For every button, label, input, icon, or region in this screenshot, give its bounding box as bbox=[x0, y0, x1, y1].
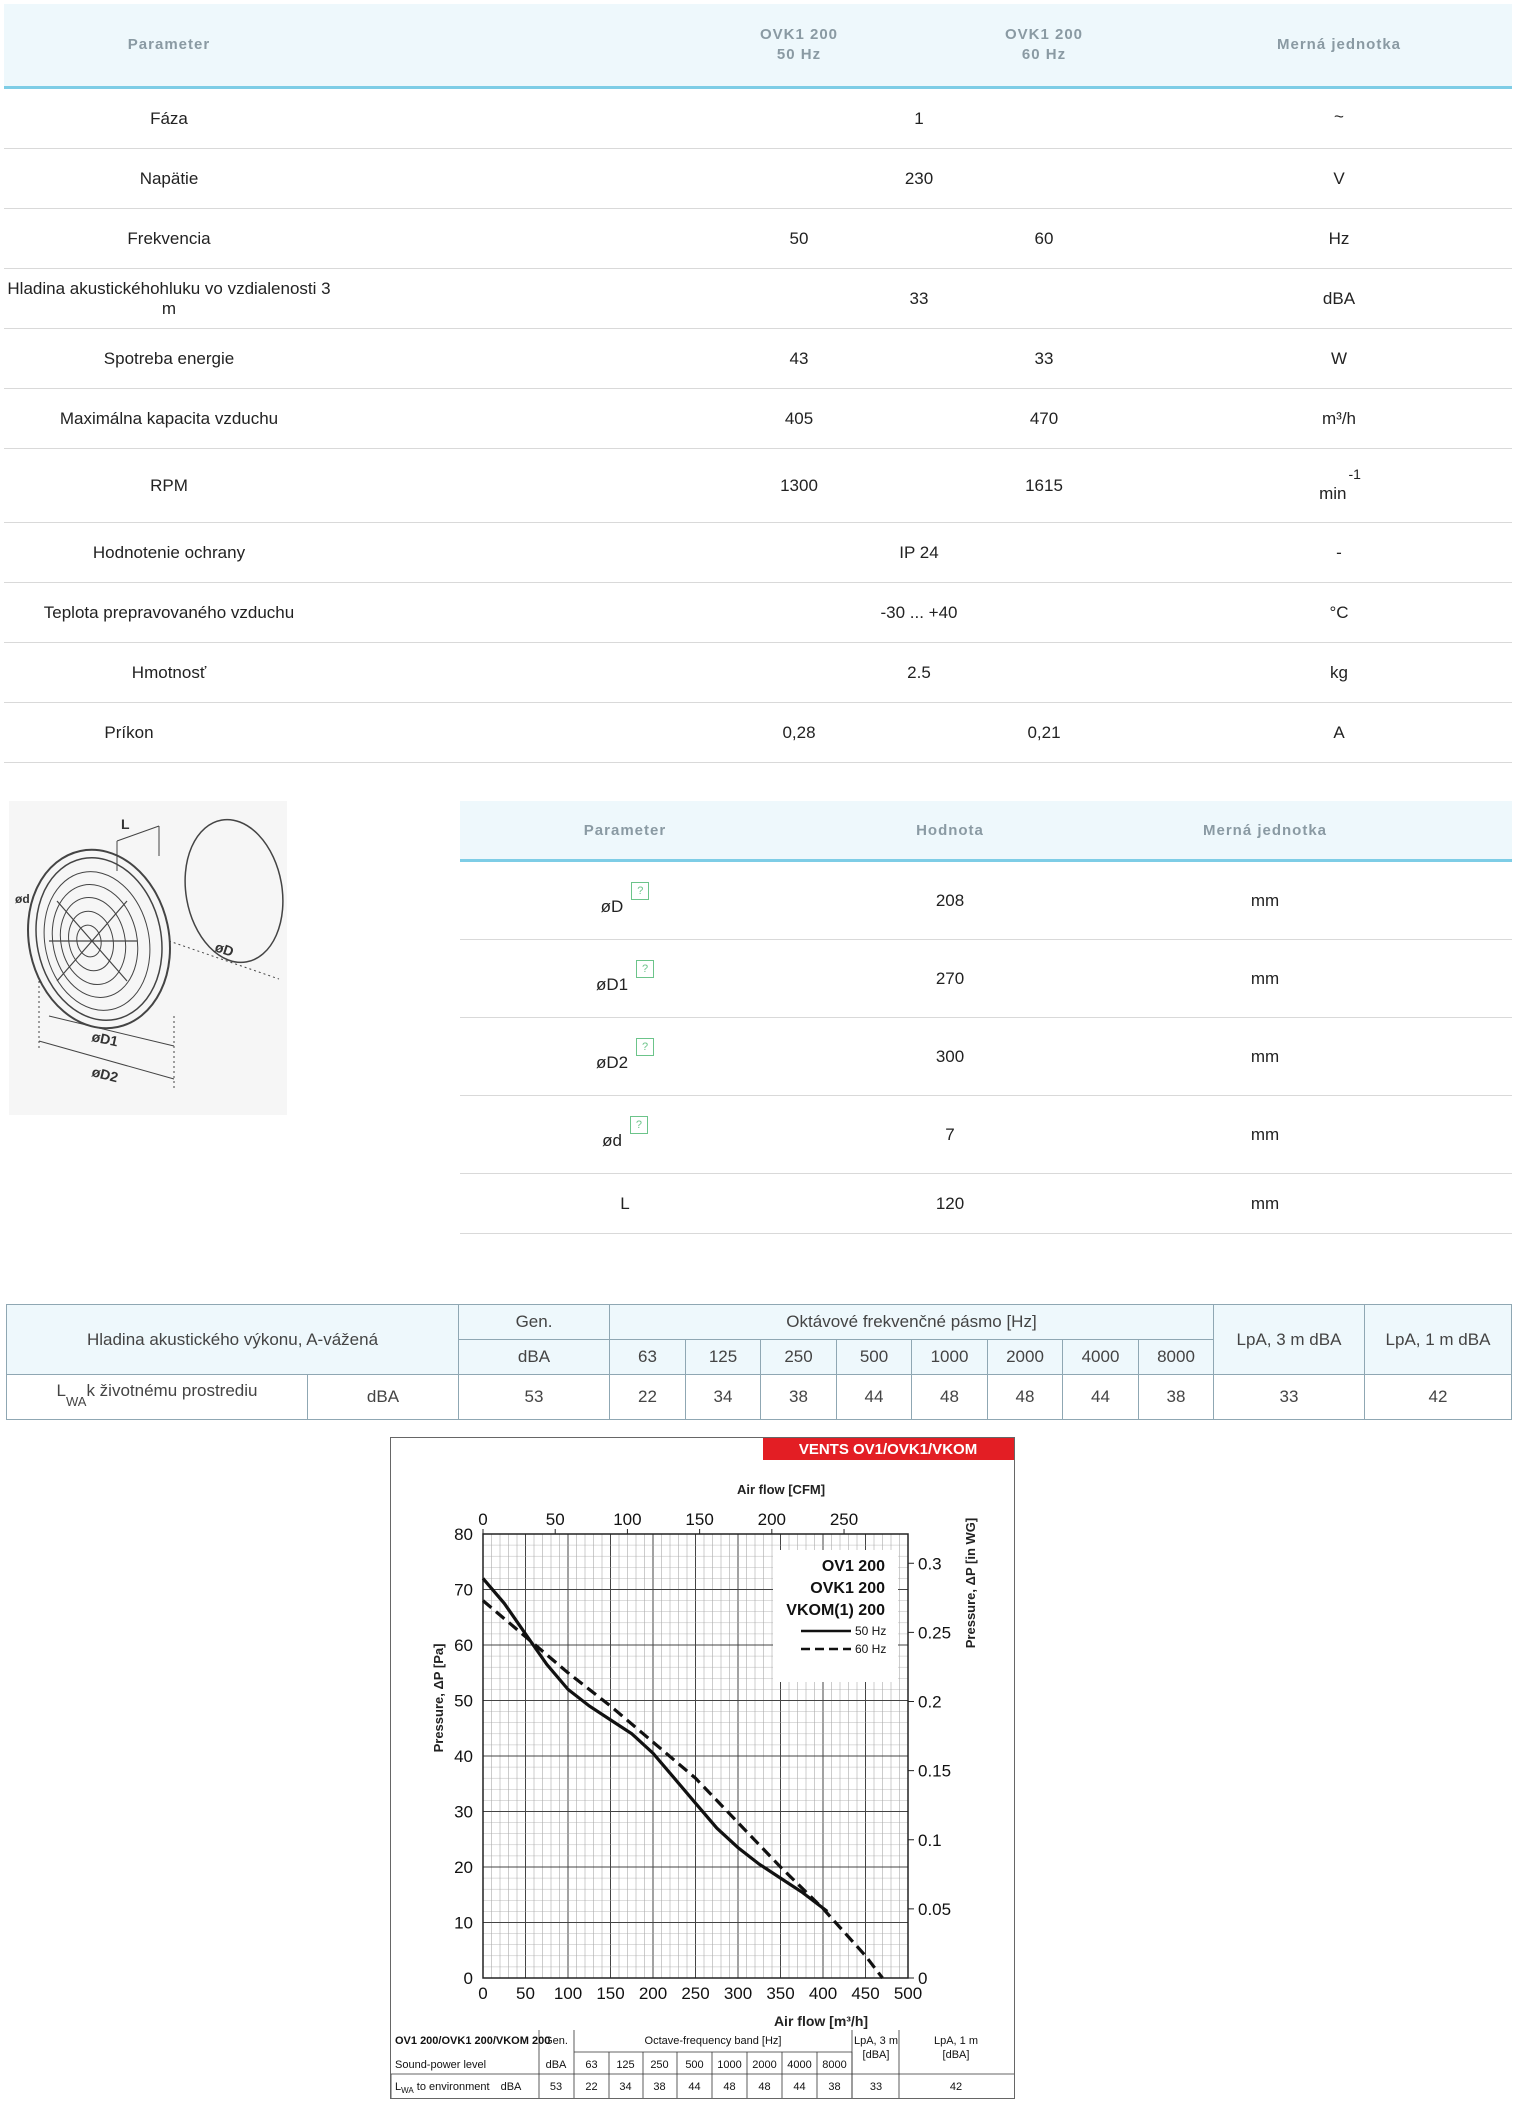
footer-lpa1-a: LpA, 1 m bbox=[933, 2035, 979, 2047]
x-axis-label: Air flow [m³/h] bbox=[773, 2013, 869, 2029]
y2-tick-label: 0 bbox=[918, 1969, 928, 1988]
param-value-50hz: 43 bbox=[789, 348, 809, 368]
dim-label-D1: øD1 bbox=[90, 1028, 120, 1050]
y2-tick-label: 0.1 bbox=[918, 1830, 942, 1850]
band-value: 44 bbox=[1063, 1375, 1139, 1419]
band-value: 48 bbox=[912, 1375, 988, 1419]
lpa1-value: 42 bbox=[1428, 1387, 1448, 1406]
table-row bbox=[4, 149, 1512, 209]
footer-row1-unit: dBA bbox=[545, 2059, 567, 2071]
param-label: Spotreba energie bbox=[103, 348, 235, 368]
band-value: 34 bbox=[686, 1375, 761, 1419]
footer-lpa3-a: LpA, 3 m bbox=[853, 2035, 899, 2047]
dim-unit: mm bbox=[1250, 1046, 1280, 1066]
table-row bbox=[4, 209, 1512, 269]
footer-band-value: 48 bbox=[723, 2081, 736, 2093]
chart-footer-table bbox=[391, 2030, 1014, 2098]
param-label: Frekvencia bbox=[127, 228, 211, 248]
table-row bbox=[460, 1174, 1512, 1234]
gen-value: 53 bbox=[459, 1375, 610, 1419]
footer-band-value: 34 bbox=[619, 2081, 632, 2093]
band-4000: 4000 bbox=[1063, 1340, 1139, 1375]
param-value-60hz: 1615 bbox=[1025, 475, 1063, 495]
x2-tick-label: 50 bbox=[545, 1510, 565, 1529]
sound-power-table bbox=[6, 1304, 1512, 1420]
footer-model: OV1 200/OVK1 200/VKOM 200 bbox=[395, 2035, 551, 2047]
footer-band-value: 38 bbox=[828, 2081, 841, 2093]
x-tick-label: 150 bbox=[596, 1984, 625, 2003]
table-row bbox=[4, 449, 1512, 523]
y-tick-label: 70 bbox=[454, 1580, 473, 1600]
dim-param-label: L bbox=[620, 1193, 630, 1213]
table-row bbox=[460, 862, 1512, 940]
band-8000: 8000 bbox=[1139, 1340, 1214, 1375]
param-label: Hodnotenie ochrany bbox=[92, 542, 246, 562]
footer-band: 125 bbox=[616, 2059, 635, 2071]
y-tick-label: 40 bbox=[454, 1747, 473, 1766]
table-row bbox=[4, 643, 1512, 703]
table-row bbox=[4, 269, 1512, 329]
band-header: Oktávové frekvenčné pásmo [Hz] bbox=[610, 1305, 1214, 1340]
table-row bbox=[4, 89, 1512, 149]
footer-lpa1-value: 42 bbox=[949, 2081, 963, 2093]
spec-table bbox=[4, 4, 1512, 763]
lwa-sub: WA bbox=[65, 1393, 87, 1409]
footer-band: 8000 bbox=[822, 2059, 847, 2071]
footer-lpa3-value: 33 bbox=[869, 2081, 883, 2093]
param-value: 33 bbox=[909, 288, 929, 308]
footer-band-value: 44 bbox=[793, 2081, 806, 2093]
dim-label-D: øD bbox=[213, 938, 236, 960]
param-unit: A bbox=[1333, 722, 1345, 742]
dim-unit: mm bbox=[1250, 968, 1280, 988]
footer-band: 1000 bbox=[717, 2059, 742, 2071]
header-unit: Merná jednotka bbox=[1202, 821, 1328, 839]
help-icon[interactable]: ? bbox=[636, 1038, 654, 1056]
dim-param-label: øD bbox=[600, 896, 624, 916]
param-unit: - bbox=[1336, 542, 1342, 562]
dim-value: 7 bbox=[945, 1124, 955, 1144]
dim-unit: mm bbox=[1250, 1193, 1280, 1213]
param-unit: kg bbox=[1330, 662, 1348, 682]
dim-value: 270 bbox=[935, 968, 965, 988]
band-125: 125 bbox=[686, 1340, 761, 1375]
y-tick-label: 30 bbox=[454, 1802, 473, 1822]
footer-band: 2000 bbox=[752, 2059, 777, 2071]
x-tick-label: 500 bbox=[893, 1984, 923, 2003]
band-value: 38 bbox=[1139, 1375, 1214, 1419]
header-60hz bbox=[919, 4, 1169, 86]
param-value: -30 ... +40 bbox=[880, 602, 958, 622]
table-row bbox=[4, 389, 1512, 449]
y2-tick-label: 0.2 bbox=[918, 1692, 942, 1712]
unit-sup: -1 bbox=[1348, 465, 1361, 482]
footer-row2-sub: WA bbox=[401, 2086, 414, 2095]
param-unit: m³/h bbox=[1322, 408, 1356, 428]
param-label: Napätie bbox=[139, 168, 199, 188]
table-row bbox=[460, 1018, 1512, 1096]
param-label: RPM bbox=[150, 475, 188, 495]
dim-label-D2: øD2 bbox=[90, 1063, 120, 1086]
gen-header: Gen. bbox=[459, 1305, 610, 1340]
band-value: 38 bbox=[761, 1375, 837, 1419]
param-value-50hz: 0,28 bbox=[782, 722, 816, 742]
band-63: 63 bbox=[610, 1340, 686, 1375]
param-label: Príkon bbox=[104, 722, 154, 742]
header-50hz bbox=[674, 4, 924, 86]
dimension-drawing bbox=[9, 801, 287, 1115]
lwa-label bbox=[7, 1375, 308, 1419]
param-value: 1 bbox=[914, 108, 924, 128]
x-tick-label: 100 bbox=[553, 1984, 583, 2003]
param-value-50hz: 1300 bbox=[780, 475, 818, 495]
table-row bbox=[4, 583, 1512, 643]
param-value-60hz: 470 bbox=[1029, 408, 1059, 428]
footer-band-value: 48 bbox=[758, 2081, 771, 2093]
footer-band: 250 bbox=[650, 2059, 669, 2071]
dim-param bbox=[540, 862, 710, 939]
y-axis-label: Pressure, ΔP [Pa] bbox=[431, 1643, 446, 1753]
footer-gen-value: 53 bbox=[549, 2081, 563, 2093]
x-tick-label: 200 bbox=[638, 1984, 668, 2003]
x2-tick-label: 100 bbox=[613, 1510, 642, 1529]
param-value: IP 24 bbox=[899, 542, 939, 562]
y2-tick-label: 0.3 bbox=[918, 1554, 942, 1574]
x-tick-label: 300 bbox=[723, 1984, 753, 2003]
dim-unit: mm bbox=[1250, 890, 1280, 910]
dim-value: 300 bbox=[935, 1046, 965, 1066]
spec-table-header bbox=[4, 4, 1512, 89]
legend-50hz-label: 50 Hz bbox=[855, 1624, 887, 1638]
dim-value: 208 bbox=[935, 890, 965, 910]
table-row bbox=[460, 940, 1512, 1018]
param-value-50hz: 50 bbox=[789, 228, 809, 248]
header-parameter: Parameter bbox=[127, 36, 211, 53]
legend-title-1: OV1 200 bbox=[821, 1558, 885, 1575]
band-value: 44 bbox=[837, 1375, 912, 1419]
param-unit: °C bbox=[1329, 602, 1349, 622]
footer-row1-label: Sound-power level bbox=[395, 2059, 487, 2071]
y2-tick-label: 0.05 bbox=[918, 1899, 952, 1919]
x-tick-label: 50 bbox=[516, 1984, 535, 2003]
y-tick-label: 60 bbox=[454, 1636, 473, 1655]
band-1000: 1000 bbox=[912, 1340, 988, 1375]
dim-param bbox=[540, 940, 710, 1017]
band-2000: 2000 bbox=[988, 1340, 1063, 1375]
dim-label-d: ød bbox=[15, 892, 30, 906]
footer-band-value: 38 bbox=[653, 2081, 666, 2093]
param-label: Fáza bbox=[150, 108, 188, 128]
performance-chart bbox=[390, 1437, 1015, 2099]
footer-band-value: 44 bbox=[688, 2081, 701, 2093]
band-500: 500 bbox=[837, 1340, 912, 1375]
param-label: Hmotnosť bbox=[131, 662, 207, 682]
y2-tick-label: 0.25 bbox=[918, 1623, 952, 1643]
legend-title-3: VKOM(1) 200 bbox=[786, 1602, 885, 1619]
x-tick-label: 350 bbox=[766, 1984, 795, 2003]
band-value: 22 bbox=[610, 1375, 686, 1419]
param-unit: dBA bbox=[1322, 288, 1356, 308]
param-label: Teplota prepravovaného vzduchu bbox=[43, 602, 295, 622]
footer-lpa1-b: [dBA] bbox=[942, 2049, 970, 2061]
table-row bbox=[4, 329, 1512, 389]
y2-axis-label: Pressure, ΔP [in WG] bbox=[963, 1517, 978, 1649]
dim-param-label: øD2 bbox=[595, 1052, 629, 1072]
param-value-60hz: 0,21 bbox=[1027, 722, 1061, 742]
y-tick-label: 20 bbox=[454, 1858, 473, 1877]
dim-value: 120 bbox=[935, 1193, 965, 1213]
legend-title-2: OVK1 200 bbox=[810, 1580, 885, 1597]
lpa1-header: LpA, 1 m dBA bbox=[1365, 1305, 1511, 1375]
param-unit: ~ bbox=[1334, 107, 1344, 126]
footer-row2-unit: dBA bbox=[500, 2081, 522, 2093]
footer-band-title: Octave-frequency band [Hz] bbox=[644, 2035, 782, 2047]
header-parameter: Parameter bbox=[583, 821, 667, 839]
header-50hz-model: OVK1 200 bbox=[759, 26, 839, 43]
band-value: 48 bbox=[988, 1375, 1063, 1419]
x-tick-label: 250 bbox=[681, 1984, 710, 2003]
chart-svg bbox=[391, 1438, 1014, 2098]
param-value: 2.5 bbox=[907, 662, 931, 682]
dimension-table-header bbox=[460, 801, 1512, 862]
param-value-50hz: 405 bbox=[784, 408, 814, 428]
x2-tick-label: 150 bbox=[685, 1510, 714, 1529]
footer-gen: Gen. bbox=[544, 2035, 568, 2047]
x-tick-label: 0 bbox=[478, 1984, 488, 2003]
lwa-L: L bbox=[56, 1381, 66, 1400]
footer-band: 500 bbox=[685, 2059, 704, 2071]
x2-tick-label: 250 bbox=[829, 1510, 859, 1529]
header-value: Hodnota bbox=[916, 821, 984, 839]
header-50hz-freq: 50 Hz bbox=[776, 46, 822, 63]
y-tick-label: 50 bbox=[454, 1691, 473, 1711]
x-tick-label: 400 bbox=[808, 1984, 838, 2003]
dim-label-L: L bbox=[121, 816, 130, 832]
y2-tick-label: 0.15 bbox=[918, 1761, 952, 1781]
param-unit: V bbox=[1333, 168, 1345, 188]
legend-60hz-label: 60 Hz bbox=[855, 1642, 887, 1656]
header-unit: Merná jednotka bbox=[1276, 36, 1402, 53]
footer-row2-text: to environment bbox=[413, 2081, 490, 2093]
footer-lpa3-b: [dBA] bbox=[862, 2049, 890, 2061]
lpa3-header: LpA, 3 m dBA bbox=[1214, 1305, 1365, 1375]
param-label: Hladina akustickéhohluku vo vzdialenosti 3 m bbox=[7, 278, 331, 318]
unit-base: min bbox=[1319, 483, 1347, 503]
footer-row2-label: $L_{WA}$ to environment bbox=[395, 2081, 490, 2095]
lwa-unit: dBA bbox=[308, 1375, 459, 1419]
help-icon[interactable]: ? bbox=[636, 960, 654, 978]
lpa3-value: 33 bbox=[1214, 1375, 1365, 1419]
lwa-text: k životnému prostrediu bbox=[86, 1381, 258, 1400]
y-tick-label: 10 bbox=[454, 1913, 473, 1933]
header-60hz-freq: 60 Hz bbox=[1021, 46, 1067, 63]
band-250: 250 bbox=[761, 1340, 837, 1375]
param-value: 230 bbox=[904, 168, 934, 188]
footer-band: 4000 bbox=[787, 2059, 812, 2071]
sound-title: Hladina akustického výkonu, A-vážená bbox=[7, 1305, 459, 1375]
x2-axis-label: Air flow [CFM] bbox=[736, 1482, 826, 1497]
table-row bbox=[4, 523, 1512, 583]
gen-unit: dBA bbox=[459, 1340, 610, 1375]
brand-label: VENTS OV1/OVK1/VKOM bbox=[798, 1441, 978, 1458]
param-unit: Hz bbox=[1328, 228, 1350, 248]
help-icon[interactable]: ? bbox=[630, 1116, 648, 1134]
dim-param-label: ød bbox=[602, 1130, 622, 1150]
x2-tick-label: 200 bbox=[757, 1510, 787, 1529]
table-row bbox=[4, 703, 1512, 763]
dim-param-label: øD1 bbox=[595, 974, 629, 994]
footer-band-value: 22 bbox=[585, 2081, 598, 2093]
param-value-60hz: 60 bbox=[1034, 228, 1054, 248]
help-icon[interactable]: ? bbox=[631, 882, 649, 900]
y-tick-label: 80 bbox=[454, 1525, 473, 1544]
y-tick-label: 0 bbox=[463, 1969, 473, 1988]
dim-unit: mm bbox=[1250, 1124, 1280, 1144]
header-60hz-model: OVK1 200 bbox=[1004, 26, 1084, 43]
footer-band: 63 bbox=[585, 2059, 598, 2071]
x-tick-label: 450 bbox=[851, 1984, 880, 2003]
dim-param bbox=[540, 1018, 710, 1095]
table-row bbox=[460, 1096, 1512, 1174]
param-value-60hz: 33 bbox=[1034, 348, 1054, 368]
param-unit bbox=[1214, 449, 1464, 522]
param-unit: W bbox=[1330, 348, 1348, 368]
param-label: Maximálna kapacita vzduchu bbox=[59, 408, 279, 428]
x2-tick-label: 0 bbox=[478, 1510, 488, 1529]
dim-param bbox=[540, 1096, 710, 1173]
dimension-table bbox=[460, 801, 1512, 1234]
